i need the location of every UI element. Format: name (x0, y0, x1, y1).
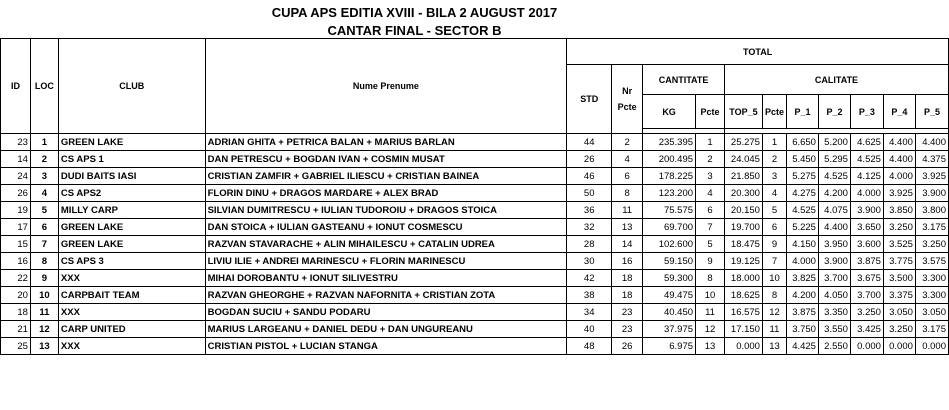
cell-loc: 9 (30, 270, 58, 287)
cell-nume: DAN PETRESCU + BOGDAN IVAN + COSMIN MUSAT (205, 151, 567, 168)
table-row (1, 185, 949, 202)
cell-club: MILLY CARP (58, 202, 205, 219)
cell-loc: 2 (30, 151, 58, 168)
table-row (1, 219, 949, 236)
cell-nume: MARIUS LARGEANU + DANIEL DEDU + DAN UNGUREANU (205, 321, 567, 338)
cell-loc: 8 (30, 253, 58, 270)
cell-nr: 11 (612, 202, 643, 219)
cell-nume: LIVIU ILIE + ANDREI MARINESCU + FLORIN MARINESCU (205, 253, 567, 270)
cell-club: CS APS 3 (58, 253, 205, 270)
cell-nume: CRISTIAN PISTOL + LUCIAN STANGA (205, 338, 567, 355)
cell-pt: 13 (762, 338, 786, 355)
cell-pt: 5 (762, 202, 786, 219)
cell-nr: 16 (612, 253, 643, 270)
page-title: CUPA APS EDITIA XVIII - BILA 2 AUGUST 2017 (271, 5, 558, 20)
cell-p2: 4.050 (818, 287, 850, 304)
page-subtitle: CANTAR FINAL - SECTOR B (327, 23, 502, 38)
cell-kg: 178.225 (643, 168, 696, 185)
cell-p1: 3.750 (786, 321, 818, 338)
cell-p3: 3.700 (850, 287, 883, 304)
cell-p5: 3.050 (915, 304, 948, 321)
cell-club: XXX (58, 304, 205, 321)
cell-p2: 5.295 (818, 151, 850, 168)
cell-p2: 4.200 (818, 185, 850, 202)
cell-id: 19 (1, 202, 31, 219)
cell-top5: 17.150 (725, 321, 763, 338)
table-row (1, 134, 949, 151)
cell-p1: 4.150 (786, 236, 818, 253)
cell-p4: 3.525 (883, 236, 915, 253)
cell-nume: FLORIN DINU + DRAGOS MARDARE + ALEX BRAD (205, 185, 567, 202)
cell-std: 46 (567, 168, 612, 185)
cell-top5: 18.625 (725, 287, 763, 304)
cell-p5: 3.175 (915, 321, 948, 338)
cell-nr: 2 (612, 134, 643, 151)
cell-p2: 3.550 (818, 321, 850, 338)
cell-nume: RAZVAN GHEORGHE + RAZVAN NAFORNITA + CRISTIAN ZOTA (205, 287, 567, 304)
cell-p3: 4.625 (850, 134, 883, 151)
header-club: CLUB (58, 39, 205, 134)
cell-nr: 23 (612, 321, 643, 338)
header-pcte-kg: Pcte (696, 95, 725, 129)
cell-pk: 5 (696, 236, 725, 253)
cell-p3: 4.125 (850, 168, 883, 185)
table-row (1, 270, 949, 287)
cell-p4: 4.400 (883, 134, 915, 151)
table-row (1, 304, 949, 321)
cell-p1: 6.650 (786, 134, 818, 151)
cell-pk: 4 (696, 185, 725, 202)
cell-p1: 3.875 (786, 304, 818, 321)
cell-nume: CRISTIAN ZAMFIR + GABRIEL ILIESCU + CRISTIAN BAINEA (205, 168, 567, 185)
header-total: TOTAL (567, 39, 949, 65)
cell-std: 50 (567, 185, 612, 202)
header-p4: P_4 (883, 95, 915, 129)
cell-loc: 6 (30, 219, 58, 236)
cell-club: CARPBAIT TEAM (58, 287, 205, 304)
header-calitate: CALITATE (725, 65, 949, 95)
cell-p3: 3.600 (850, 236, 883, 253)
cell-id: 21 (1, 321, 31, 338)
cell-kg: 49.475 (643, 287, 696, 304)
header-cantitate: CANTITATE (643, 65, 725, 95)
cell-pt: 10 (762, 270, 786, 287)
cell-std: 26 (567, 151, 612, 168)
cell-p4: 3.250 (883, 219, 915, 236)
cell-p5: 4.400 (915, 134, 948, 151)
cell-top5: 20.300 (725, 185, 763, 202)
cell-nr: 26 (612, 338, 643, 355)
cell-p5: 3.250 (915, 236, 948, 253)
cell-club: DUDI BAITS IASI (58, 168, 205, 185)
cell-club: GREEN LAKE (58, 236, 205, 253)
cell-loc: 10 (30, 287, 58, 304)
cell-top5: 24.045 (725, 151, 763, 168)
cell-p5: 0.000 (915, 338, 948, 355)
cell-top5: 18.475 (725, 236, 763, 253)
cell-pk: 10 (696, 287, 725, 304)
header-nr-pcte: Nr Pcte (612, 65, 643, 134)
cell-loc: 7 (30, 236, 58, 253)
cell-club: CARP UNITED (58, 321, 205, 338)
header-nume: Nume Prenume (205, 39, 567, 134)
cell-kg: 123.200 (643, 185, 696, 202)
cell-p3: 4.000 (850, 185, 883, 202)
cell-loc: 11 (30, 304, 58, 321)
cell-p4: 3.775 (883, 253, 915, 270)
cell-std: 40 (567, 321, 612, 338)
cell-p4: 3.500 (883, 270, 915, 287)
cell-nr: 6 (612, 168, 643, 185)
cell-std: 34 (567, 304, 612, 321)
cell-top5: 0.000 (725, 338, 763, 355)
cell-loc: 5 (30, 202, 58, 219)
cell-p2: 3.700 (818, 270, 850, 287)
cell-pk: 9 (696, 253, 725, 270)
cell-p3: 3.675 (850, 270, 883, 287)
cell-p3: 3.900 (850, 202, 883, 219)
header-kg: KG (643, 95, 696, 129)
cell-id: 24 (1, 168, 31, 185)
cell-p5: 3.925 (915, 168, 948, 185)
cell-p5: 3.175 (915, 219, 948, 236)
cell-pt: 7 (762, 253, 786, 270)
cell-p1: 5.450 (786, 151, 818, 168)
cell-std: 32 (567, 219, 612, 236)
cell-pk: 13 (696, 338, 725, 355)
cell-p2: 4.075 (818, 202, 850, 219)
header-p1: P_1 (786, 95, 818, 129)
cell-club: CS APS 1 (58, 151, 205, 168)
cell-nr: 13 (612, 219, 643, 236)
cell-std: 42 (567, 270, 612, 287)
cell-p1: 3.825 (786, 270, 818, 287)
cell-pt: 3 (762, 168, 786, 185)
cell-p3: 3.250 (850, 304, 883, 321)
cell-p5: 3.300 (915, 287, 948, 304)
cell-nr: 4 (612, 151, 643, 168)
cell-p3: 0.000 (850, 338, 883, 355)
cell-p5: 3.900 (915, 185, 948, 202)
cell-kg: 102.600 (643, 236, 696, 253)
header-loc: LOC (30, 39, 58, 134)
table-row (1, 253, 949, 270)
cell-pt: 8 (762, 287, 786, 304)
cell-p1: 4.000 (786, 253, 818, 270)
header-top5: TOP_5 (725, 95, 763, 129)
cell-p3: 3.875 (850, 253, 883, 270)
cell-p2: 2.550 (818, 338, 850, 355)
table-row (1, 151, 949, 168)
cell-nr: 23 (612, 304, 643, 321)
cell-p2: 5.200 (818, 134, 850, 151)
cell-kg: 37.975 (643, 321, 696, 338)
cell-id: 16 (1, 253, 31, 270)
cell-id: 22 (1, 270, 31, 287)
cell-nr: 18 (612, 287, 643, 304)
cell-p3: 3.425 (850, 321, 883, 338)
cell-top5: 25.275 (725, 134, 763, 151)
cell-loc: 13 (30, 338, 58, 355)
cell-nr: 8 (612, 185, 643, 202)
cell-p5: 3.800 (915, 202, 948, 219)
cell-p1: 4.525 (786, 202, 818, 219)
cell-pt: 11 (762, 321, 786, 338)
cell-loc: 12 (30, 321, 58, 338)
cell-p3: 4.525 (850, 151, 883, 168)
cell-nume: SILVIAN DUMITRESCU + IULIAN TUDOROIU + DRAGOS STOICA (205, 202, 567, 219)
cell-club: GREEN LAKE (58, 134, 205, 151)
cell-pt: 6 (762, 219, 786, 236)
cell-std: 36 (567, 202, 612, 219)
cell-pt: 2 (762, 151, 786, 168)
cell-id: 18 (1, 304, 31, 321)
cell-p4: 3.850 (883, 202, 915, 219)
cell-p3: 3.650 (850, 219, 883, 236)
cell-p1: 4.425 (786, 338, 818, 355)
cell-p4: 4.400 (883, 151, 915, 168)
table-row (1, 321, 949, 338)
cell-kg: 235.395 (643, 134, 696, 151)
cell-std: 44 (567, 134, 612, 151)
cell-id: 25 (1, 338, 31, 355)
cell-p4: 3.375 (883, 287, 915, 304)
header-std: STD (567, 65, 612, 134)
cell-club: XXX (58, 338, 205, 355)
cell-top5: 21.850 (725, 168, 763, 185)
cell-club: GREEN LAKE (58, 219, 205, 236)
cell-top5: 19.700 (725, 219, 763, 236)
cell-nume: DAN STOICA + IULIAN GASTEANU + IONUT COSMESCU (205, 219, 567, 236)
cell-loc: 3 (30, 168, 58, 185)
cell-top5: 20.150 (725, 202, 763, 219)
cell-pt: 1 (762, 134, 786, 151)
cell-kg: 75.575 (643, 202, 696, 219)
cell-pt: 4 (762, 185, 786, 202)
results-table (0, 38, 949, 355)
cell-p2: 4.525 (818, 168, 850, 185)
cell-kg: 59.300 (643, 270, 696, 287)
cell-id: 17 (1, 219, 31, 236)
header-p3: P_3 (850, 95, 883, 129)
cell-kg: 59.150 (643, 253, 696, 270)
cell-p5: 3.300 (915, 270, 948, 287)
header-p5: P_5 (915, 95, 948, 129)
cell-nume: RAZVAN STAVARACHE + ALIN MIHAILESCU + CATALIN UDREA (205, 236, 567, 253)
table-row (1, 202, 949, 219)
cell-nume: MIHAI DOROBANTU + IONUT SILIVESTRU (205, 270, 567, 287)
cell-pt: 9 (762, 236, 786, 253)
cell-p2: 3.950 (818, 236, 850, 253)
cell-club: CS APS2 (58, 185, 205, 202)
cell-pk: 2 (696, 151, 725, 168)
cell-pk: 1 (696, 134, 725, 151)
cell-p2: 3.350 (818, 304, 850, 321)
header-pcte-top5: Pcte (762, 95, 786, 129)
cell-p4: 0.000 (883, 338, 915, 355)
cell-p1: 5.275 (786, 168, 818, 185)
cell-pk: 8 (696, 270, 725, 287)
cell-pk: 3 (696, 168, 725, 185)
cell-p1: 5.225 (786, 219, 818, 236)
cell-pt: 12 (762, 304, 786, 321)
cell-id: 14 (1, 151, 31, 168)
cell-p5: 3.575 (915, 253, 948, 270)
cell-top5: 19.125 (725, 253, 763, 270)
cell-id: 15 (1, 236, 31, 253)
cell-pk: 7 (696, 219, 725, 236)
table-row (1, 287, 949, 304)
cell-nr: 18 (612, 270, 643, 287)
header-id: ID (1, 39, 31, 134)
cell-kg: 40.450 (643, 304, 696, 321)
cell-std: 28 (567, 236, 612, 253)
cell-p4: 3.925 (883, 185, 915, 202)
cell-pk: 12 (696, 321, 725, 338)
cell-p1: 4.275 (786, 185, 818, 202)
cell-p2: 4.400 (818, 219, 850, 236)
cell-loc: 4 (30, 185, 58, 202)
cell-p4: 3.250 (883, 321, 915, 338)
cell-nume: ADRIAN GHITA + PETRICA BALAN + MARIUS BARLAN (205, 134, 567, 151)
cell-std: 38 (567, 287, 612, 304)
table-row (1, 168, 949, 185)
cell-p4: 3.050 (883, 304, 915, 321)
cell-kg: 6.975 (643, 338, 696, 355)
cell-nr: 14 (612, 236, 643, 253)
header-p2: P_2 (818, 95, 850, 129)
cell-std: 30 (567, 253, 612, 270)
cell-pk: 6 (696, 202, 725, 219)
cell-p5: 4.375 (915, 151, 948, 168)
cell-kg: 69.700 (643, 219, 696, 236)
table-row (1, 338, 949, 355)
cell-nume: BOGDAN SUCIU + SANDU PODARU (205, 304, 567, 321)
cell-pk: 11 (696, 304, 725, 321)
cell-id: 20 (1, 287, 31, 304)
cell-id: 26 (1, 185, 31, 202)
cell-kg: 200.495 (643, 151, 696, 168)
cell-club: XXX (58, 270, 205, 287)
cell-p4: 4.000 (883, 168, 915, 185)
cell-top5: 16.575 (725, 304, 763, 321)
cell-p2: 3.900 (818, 253, 850, 270)
cell-top5: 18.000 (725, 270, 763, 287)
cell-p1: 4.200 (786, 287, 818, 304)
table-row (1, 236, 949, 253)
cell-loc: 1 (30, 134, 58, 151)
cell-id: 23 (1, 134, 31, 151)
cell-std: 48 (567, 338, 612, 355)
